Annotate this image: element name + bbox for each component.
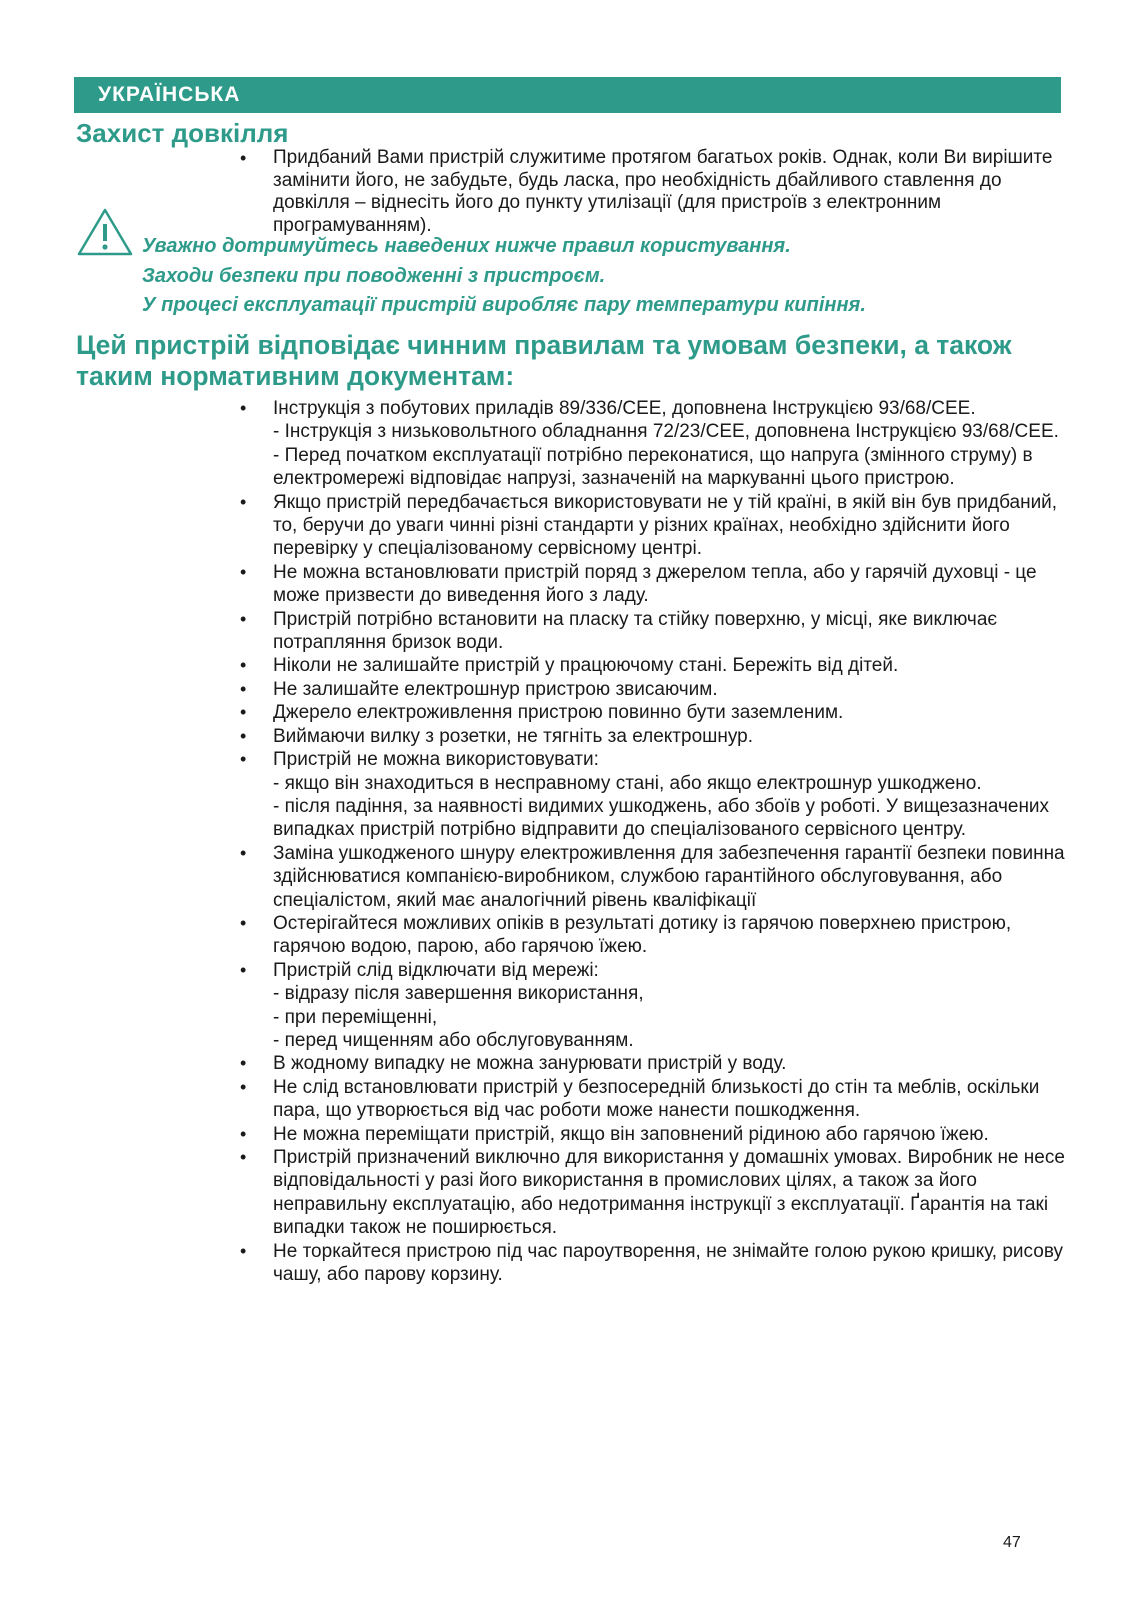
list-item [240,748,1072,842]
list-item-text: Придбаний Вами пристрій служитиме протягом багатьох років. Однак, коли Ви вирішите замінити його, не забудьте, будь ласка, про необхідність дбайливого ставлення до довкілля – віднесіть його до пункту утилізації (для пристроїв з електронним програмуванням). [273,147,1053,236]
warning-triangle-icon [76,207,134,257]
bullet-icon: • [240,1147,247,1167]
list-item [240,1240,1072,1287]
list-item [240,725,1072,748]
bullet-icon: • [240,398,247,418]
bullet-icon: • [240,842,247,863]
list-item [240,1052,1072,1075]
list-subitem-text: - Перед початком експлуатації потрібно переконатися, що напруга (змінного струму) в електромережі відповідає напрузі, зазначеній на маркуванні цього пристрою. [273,444,1033,490]
environment-title: Захист довкілля [76,118,289,148]
list-item-text: Не торкайтеся пристрою під час пароутворення, не знімайте голою рукою кришку, рисову чашу, або парову корзину. [273,1240,1063,1286]
list-item-text: Джерело електроживлення пристрою повинно бути заземленим. [273,702,844,724]
list-item-text: Не слід встановлювати пристрій у безпосередній близькості до стін та меблів, оскільки пара, що утворюється від час роботи може нанести пошкодження. [273,1076,1040,1122]
bullet-icon: • [240,491,247,512]
safety-title: Цей пристрій відповідає чинним правилам та умовам безпеки, а також таким нормативним документам: [76,330,1012,391]
language-label: УКРАЇНСЬКА [98,83,241,106]
list-item-text: Інструкція з побутових приладів 89/336/CEE, доповнена Інструкцією 93/68/CEE. [273,398,976,419]
list-item [240,842,1072,912]
list-item-text: Остерігайтеся можливих опіків в результаті дотику із гарячою поверхнею пристрою, гарячою водою, парою, або гарячою їжею. [273,912,1012,958]
list-item-text: Якщо пристрій передбачається використовувати не у тій країні, в якій він був придбаний, то, беручи до уваги чинні різні стандарти у різних країнах, необхідно здійснити його перевірку у спеціалізованому сервісному центрі. [273,491,1058,560]
bullet-icon: • [240,1240,247,1261]
list-item-text: Не залишайте електрошнур пристрою звисаючим. [273,678,718,700]
bullet-icon: • [240,561,247,582]
list-item-text: Пристрій не можна використовувати: [273,749,599,771]
bullet-icon: • [240,702,247,723]
list-item-text: В жодному випадку не можна занурювати пристрій у воду. [273,1053,787,1075]
list-subitem-text: - перед чищенням або обслуговуванням. [273,1029,634,1051]
list-item-text: Не можна переміщати пристрій, якщо він заповнений рідиною або гарячою їжею. [273,1123,989,1145]
language-header [74,77,1061,113]
list-item [240,561,1072,608]
list-item [240,678,1072,701]
list-item-text: Ніколи не залишайте пристрій у працюючому стані. Бережіть від дітей. [273,655,899,677]
bullet-icon: • [240,959,247,980]
list-item [240,147,1060,237]
bullet-icon: • [240,912,247,933]
list-item [240,397,1072,491]
list-item-text: Пристрій призначений виключно для використання у домашніх умовах. Виробник не несе відповідальності у разі його використання в промислових цілях, а також за його неправильну експлуатацію, або недотримання інструкції з експлуатації. Ґарантія на такі випадки також не поширюється. [273,1147,1065,1239]
list-item [240,491,1072,561]
list-item-text: Заміна ушкодженого шнуру електроживлення для забезпечення гарантії безпеки повинна здійснюватися компанією-виробником, службою гарантійного обслуговування, або спеціалістом, який має аналогічний рівень кваліфікації [273,842,1065,911]
list-item [240,608,1072,655]
warning-line-3: У процесі експлуатації пристрій виробляє пару температури кипіння. [142,294,866,316]
list-item-text: Виймаючи вилку з розетки, не тягніть за електрошнур. [273,725,754,747]
list-subitem-text: - якщо він знаходиться в несправному стані, або якщо електрошнур ушкоджено. [273,772,982,794]
list-subitem-text: - Інструкція з низьковольтного обладнання 72/23/CEE, доповнена Інструкцією 93/68/CEE. [273,421,1059,443]
list-item-text: Пристрій потрібно встановити на пласку та стійку поверхню, у місці, яке виключає потрапляння бризок води. [273,608,998,654]
list-subitem-text: - при переміщенні, [273,1006,438,1028]
list-item [240,701,1072,724]
bullet-icon: • [240,655,247,676]
list-item [240,654,1072,677]
list-item-text: Пристрій слід відключати від мережі: [273,959,599,981]
bullet-icon: • [240,1053,247,1074]
list-item [240,1146,1072,1240]
bullet-icon: • [240,608,247,629]
bullet-icon: • [240,725,247,746]
safety-list [240,397,1072,1286]
list-item-text: Не можна встановлювати пристрій поряд з джерелом тепла, або у гарячій духовці - це може призвести до виведення його з ладу. [273,561,1037,607]
bullet-icon: • [240,1076,247,1097]
bullet-icon: • [240,678,247,699]
bullet-icon: • [240,148,247,168]
warning-line-1: Уважно дотримуйтесь наведених нижче правил користування. [142,235,791,257]
list-item [240,912,1072,959]
bullet-icon: • [240,749,247,770]
list-subitem-text: - відразу після завершення використання, [273,983,644,1005]
list-item [240,959,1072,1053]
list-subitem-text: - після падіння, за наявності видимих ушкоджень, або збоїв у роботі. У вищезазначених випадках пристрій потрібно відправити до спеціалізованого сервісного центру. [273,795,1050,841]
page-number: 47 [1003,1534,1021,1551]
list-item [240,1123,1072,1146]
list-item [240,1076,1072,1123]
environment-list [240,147,1060,237]
bullet-icon: • [240,1123,247,1144]
warning-line-2: Заходи безпеки при поводженні з пристроєм. [142,265,606,287]
